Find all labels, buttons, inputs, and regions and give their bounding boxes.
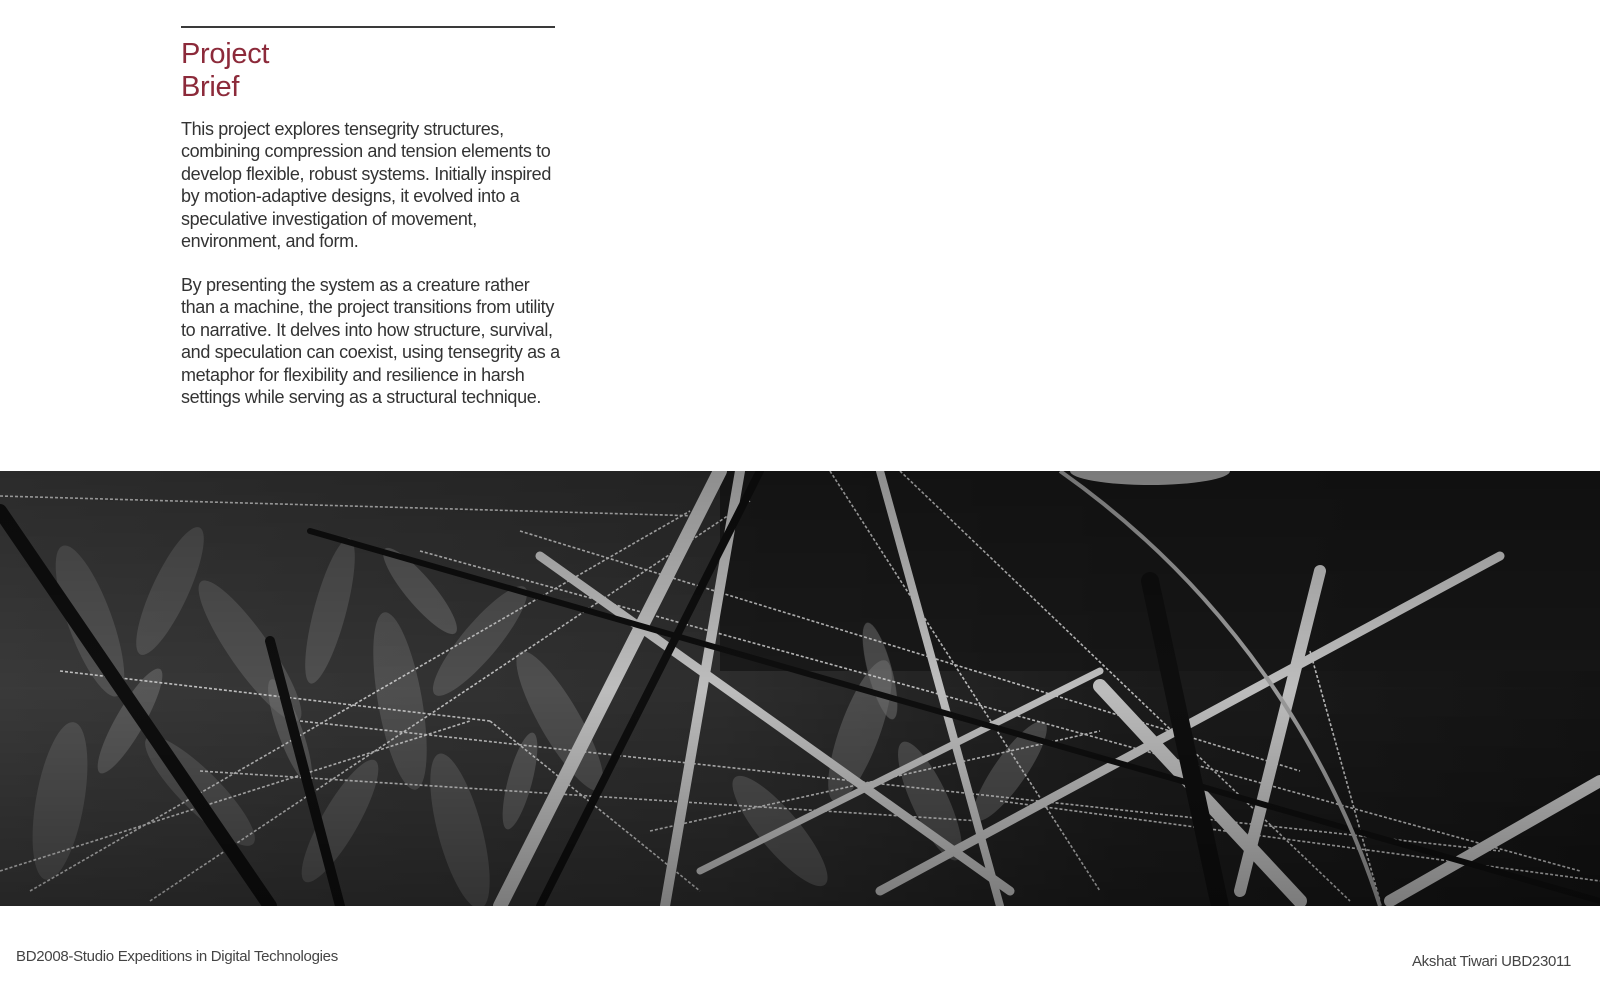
- title-line-2: Brief: [181, 71, 240, 103]
- page-title: [181, 38, 269, 104]
- footer-author: Akshat Tiwari UBD23011: [1411, 953, 1571, 970]
- top-divider: [181, 26, 555, 28]
- footer-course: BD2008-Studio Expeditions in Digital Technologies: [16, 948, 338, 965]
- tensegrity-photo: [0, 471, 1600, 906]
- brief-paragraph-2: By presenting the system as a creature rather than a machine, the project transitions from utility to narrative. It delves into how structure, survival, and speculation can coexist, using tensegrity as a metaphor for flexibility and resilience in harsh settings while serving as a structural technique.: [181, 275, 560, 408]
- title-line-1: Project: [181, 38, 270, 70]
- brief-paragraph-1: This project explores tensegrity structures, combining compression and tension elements to develop flexible, robust systems. Initially inspired by motion-adaptive designs, it evolved into a speculative investigation of movement, environment, and form.: [181, 119, 551, 252]
